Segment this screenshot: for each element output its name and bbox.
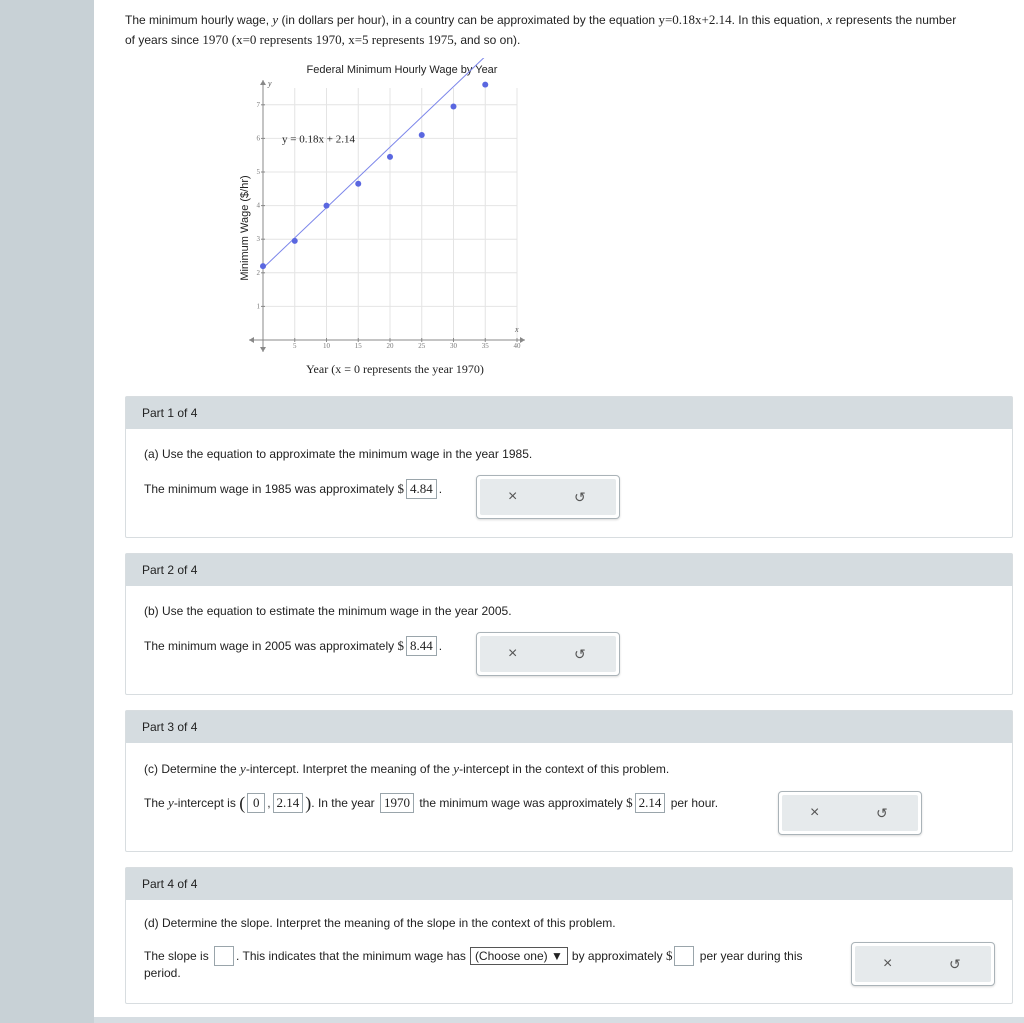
- x-axis-arrow-icon: [520, 337, 525, 343]
- part-1-card: [125, 396, 1013, 538]
- answer-text: per hour.: [670, 796, 719, 810]
- answer-text: -intercept is: [173, 796, 236, 810]
- intercept-wage-input[interactable]: 2.14: [635, 793, 666, 813]
- dollar-sign: $: [665, 948, 673, 963]
- var-y: y: [272, 12, 279, 27]
- answer-text: by approximately: [571, 949, 663, 963]
- regression-line-label: y = 0.18x + 2.14: [282, 133, 355, 146]
- x-axis-var: x: [515, 325, 519, 334]
- y-tick-label: 4: [256, 201, 260, 210]
- period: .: [438, 482, 443, 496]
- var-x: x: [826, 12, 833, 27]
- part-1-action-box: [476, 475, 620, 519]
- y-tick-label: 2: [256, 268, 260, 277]
- part-1-answer-text: The minimum wage in 1985 was approximately: [144, 482, 395, 496]
- y-tick-label: 6: [256, 134, 260, 143]
- x-tick-label: 25: [418, 342, 426, 350]
- dollar-sign: $: [626, 795, 633, 810]
- data-point: [419, 132, 425, 138]
- part-4-action-box: [851, 942, 995, 986]
- intro-text: . In this equation,: [731, 13, 824, 27]
- data-point: [292, 238, 298, 244]
- part-2-action-box: [476, 632, 620, 676]
- intro-text: (in dollars per hour), in a country can be approximated by the equation: [281, 13, 656, 27]
- intro-text: The minimum hourly wage,: [125, 13, 270, 27]
- intercept-y-input[interactable]: 2.14: [273, 793, 304, 813]
- undo-icon[interactable]: ↺: [876, 805, 888, 821]
- action-box-inner: [480, 479, 616, 515]
- x-tick-label: 30: [450, 342, 457, 350]
- action-box-inner: [855, 946, 991, 982]
- year-input[interactable]: 1970: [380, 793, 414, 813]
- intro-line-1: [125, 10, 1017, 30]
- answer-text: The slope is: [144, 949, 209, 963]
- comma: ,: [267, 796, 271, 810]
- part-1-question: (a) Use the equation to approximate the minimum wage in the year 1985.: [144, 447, 533, 461]
- intro-text: and so on).: [460, 33, 521, 47]
- var-y: y: [168, 795, 174, 810]
- part-2-answer-line: [144, 636, 442, 656]
- undo-icon[interactable]: ↺: [574, 489, 586, 505]
- intro-text: of years since: [125, 33, 200, 47]
- undo-icon[interactable]: ↺: [949, 956, 961, 972]
- bottom-divider: [94, 1017, 1024, 1023]
- rate-input[interactable]: [674, 946, 694, 966]
- answer-text: . In the year: [311, 796, 375, 810]
- chart-x-label: Year (x = 0 represents the year 1970): [306, 362, 484, 376]
- x-tick-label: 15: [354, 342, 362, 350]
- answer-text: per year during this: [699, 949, 803, 963]
- year-1970: 1970: [202, 32, 229, 47]
- clear-button[interactable]: ×: [810, 804, 820, 821]
- problem-statement: [125, 10, 1017, 50]
- dropdown-arrow-icon: ▼: [551, 949, 563, 963]
- intercept-x-input[interactable]: 0: [247, 793, 265, 813]
- y-tick-label: 5: [256, 168, 260, 176]
- part-3-answer-line: [144, 793, 718, 813]
- intro-text: represents the number: [835, 13, 957, 27]
- question-text: (c) Determine the: [144, 762, 237, 776]
- answer-text: The: [144, 796, 165, 810]
- intro-line-2: [125, 30, 1017, 50]
- y-axis-var: y: [268, 79, 272, 88]
- question-text: -intercept. Interpret the meaning of the: [245, 762, 450, 776]
- part-4-card: [125, 867, 1013, 1004]
- var-y: y: [453, 761, 460, 776]
- x-tick-label: 5: [293, 342, 297, 350]
- part-2-answer-text: The minimum wage in 2005 was approximately: [144, 639, 395, 653]
- dollar-sign: $: [397, 481, 404, 496]
- data-point: [324, 203, 330, 209]
- part-4-question: (d) Determine the slope. Interpret the meaning of the slope in the context of this problem.: [144, 916, 616, 930]
- open-paren: (: [239, 793, 246, 813]
- chart-title: Federal Minimum Hourly Wage by Year: [306, 64, 498, 76]
- undo-icon[interactable]: ↺: [574, 646, 586, 662]
- data-point: [260, 263, 266, 269]
- part-3-question: [144, 761, 669, 777]
- part-3-card: [125, 710, 1013, 852]
- part-1-answer-line: [144, 479, 442, 499]
- part-1-wage-input[interactable]: 4.84: [406, 479, 437, 499]
- y-axis-arrow-icon: [260, 347, 266, 352]
- data-point: [451, 103, 457, 109]
- x-tick-label: 35: [481, 342, 489, 350]
- answer-text: . This indicates that the minimum wage has: [236, 949, 466, 963]
- part-2-header: Part 2 of 4: [126, 554, 1012, 586]
- close-paren: ): [305, 793, 312, 813]
- intro-math: x=5 represents 1975,: [348, 32, 457, 47]
- x-axis-arrow-icon: [249, 337, 254, 343]
- clear-button[interactable]: ×: [508, 488, 518, 505]
- chart-axes: [249, 79, 525, 352]
- data-point: [387, 154, 393, 160]
- wage-chart-svg: [230, 58, 530, 388]
- period: .: [438, 639, 443, 653]
- answer-text: the minimum wage was approximately: [419, 796, 623, 810]
- x-tick-label: 20: [386, 342, 394, 350]
- var-y: y: [240, 761, 246, 776]
- y-tick-label: 7: [256, 100, 260, 109]
- action-box-inner: [480, 636, 616, 672]
- part-2-question: (b) Use the equation to estimate the minimum wage in the year 2005.: [144, 604, 512, 618]
- data-point: [355, 181, 361, 187]
- data-point: [482, 82, 488, 88]
- question-text: -intercept in the context of this problem.: [459, 762, 670, 776]
- equation: y=0.18x+2.14: [658, 12, 732, 27]
- chart-marks: [260, 58, 517, 269]
- x-tick-label: 40: [513, 342, 521, 350]
- y-axis-arrow-icon: [260, 80, 266, 85]
- x-tick-label: 10: [323, 342, 330, 350]
- part-2-wage-input[interactable]: 8.44: [406, 636, 437, 656]
- part-3-header: Part 3 of 4: [126, 711, 1012, 743]
- part-1-header: Part 1 of 4: [126, 397, 1012, 429]
- part-4-answer-line: [144, 946, 803, 966]
- chart-grid: [263, 88, 517, 340]
- y-tick-label: 3: [256, 235, 260, 244]
- clear-button[interactable]: ×: [508, 645, 518, 662]
- part-3-action-box: [778, 791, 922, 835]
- clear-button[interactable]: ×: [883, 955, 893, 972]
- left-sidebar-rail: [0, 0, 94, 1023]
- direction-select[interactable]: [470, 947, 568, 965]
- part-2-card: [125, 553, 1013, 695]
- slope-input[interactable]: [214, 946, 234, 966]
- action-box-inner: [782, 795, 918, 831]
- y-tick-label: 1: [256, 302, 260, 311]
- wage-chart: [230, 58, 530, 388]
- select-value: (Choose one): [474, 949, 548, 963]
- chart-y-label: Minimum Wage ($/hr): [239, 175, 251, 281]
- intro-math: (x=0 represents 1970,: [231, 32, 345, 47]
- dollar-sign: $: [397, 638, 404, 653]
- part-4-answer-wrap: period.: [144, 966, 181, 980]
- part-4-header: Part 4 of 4: [126, 868, 1012, 900]
